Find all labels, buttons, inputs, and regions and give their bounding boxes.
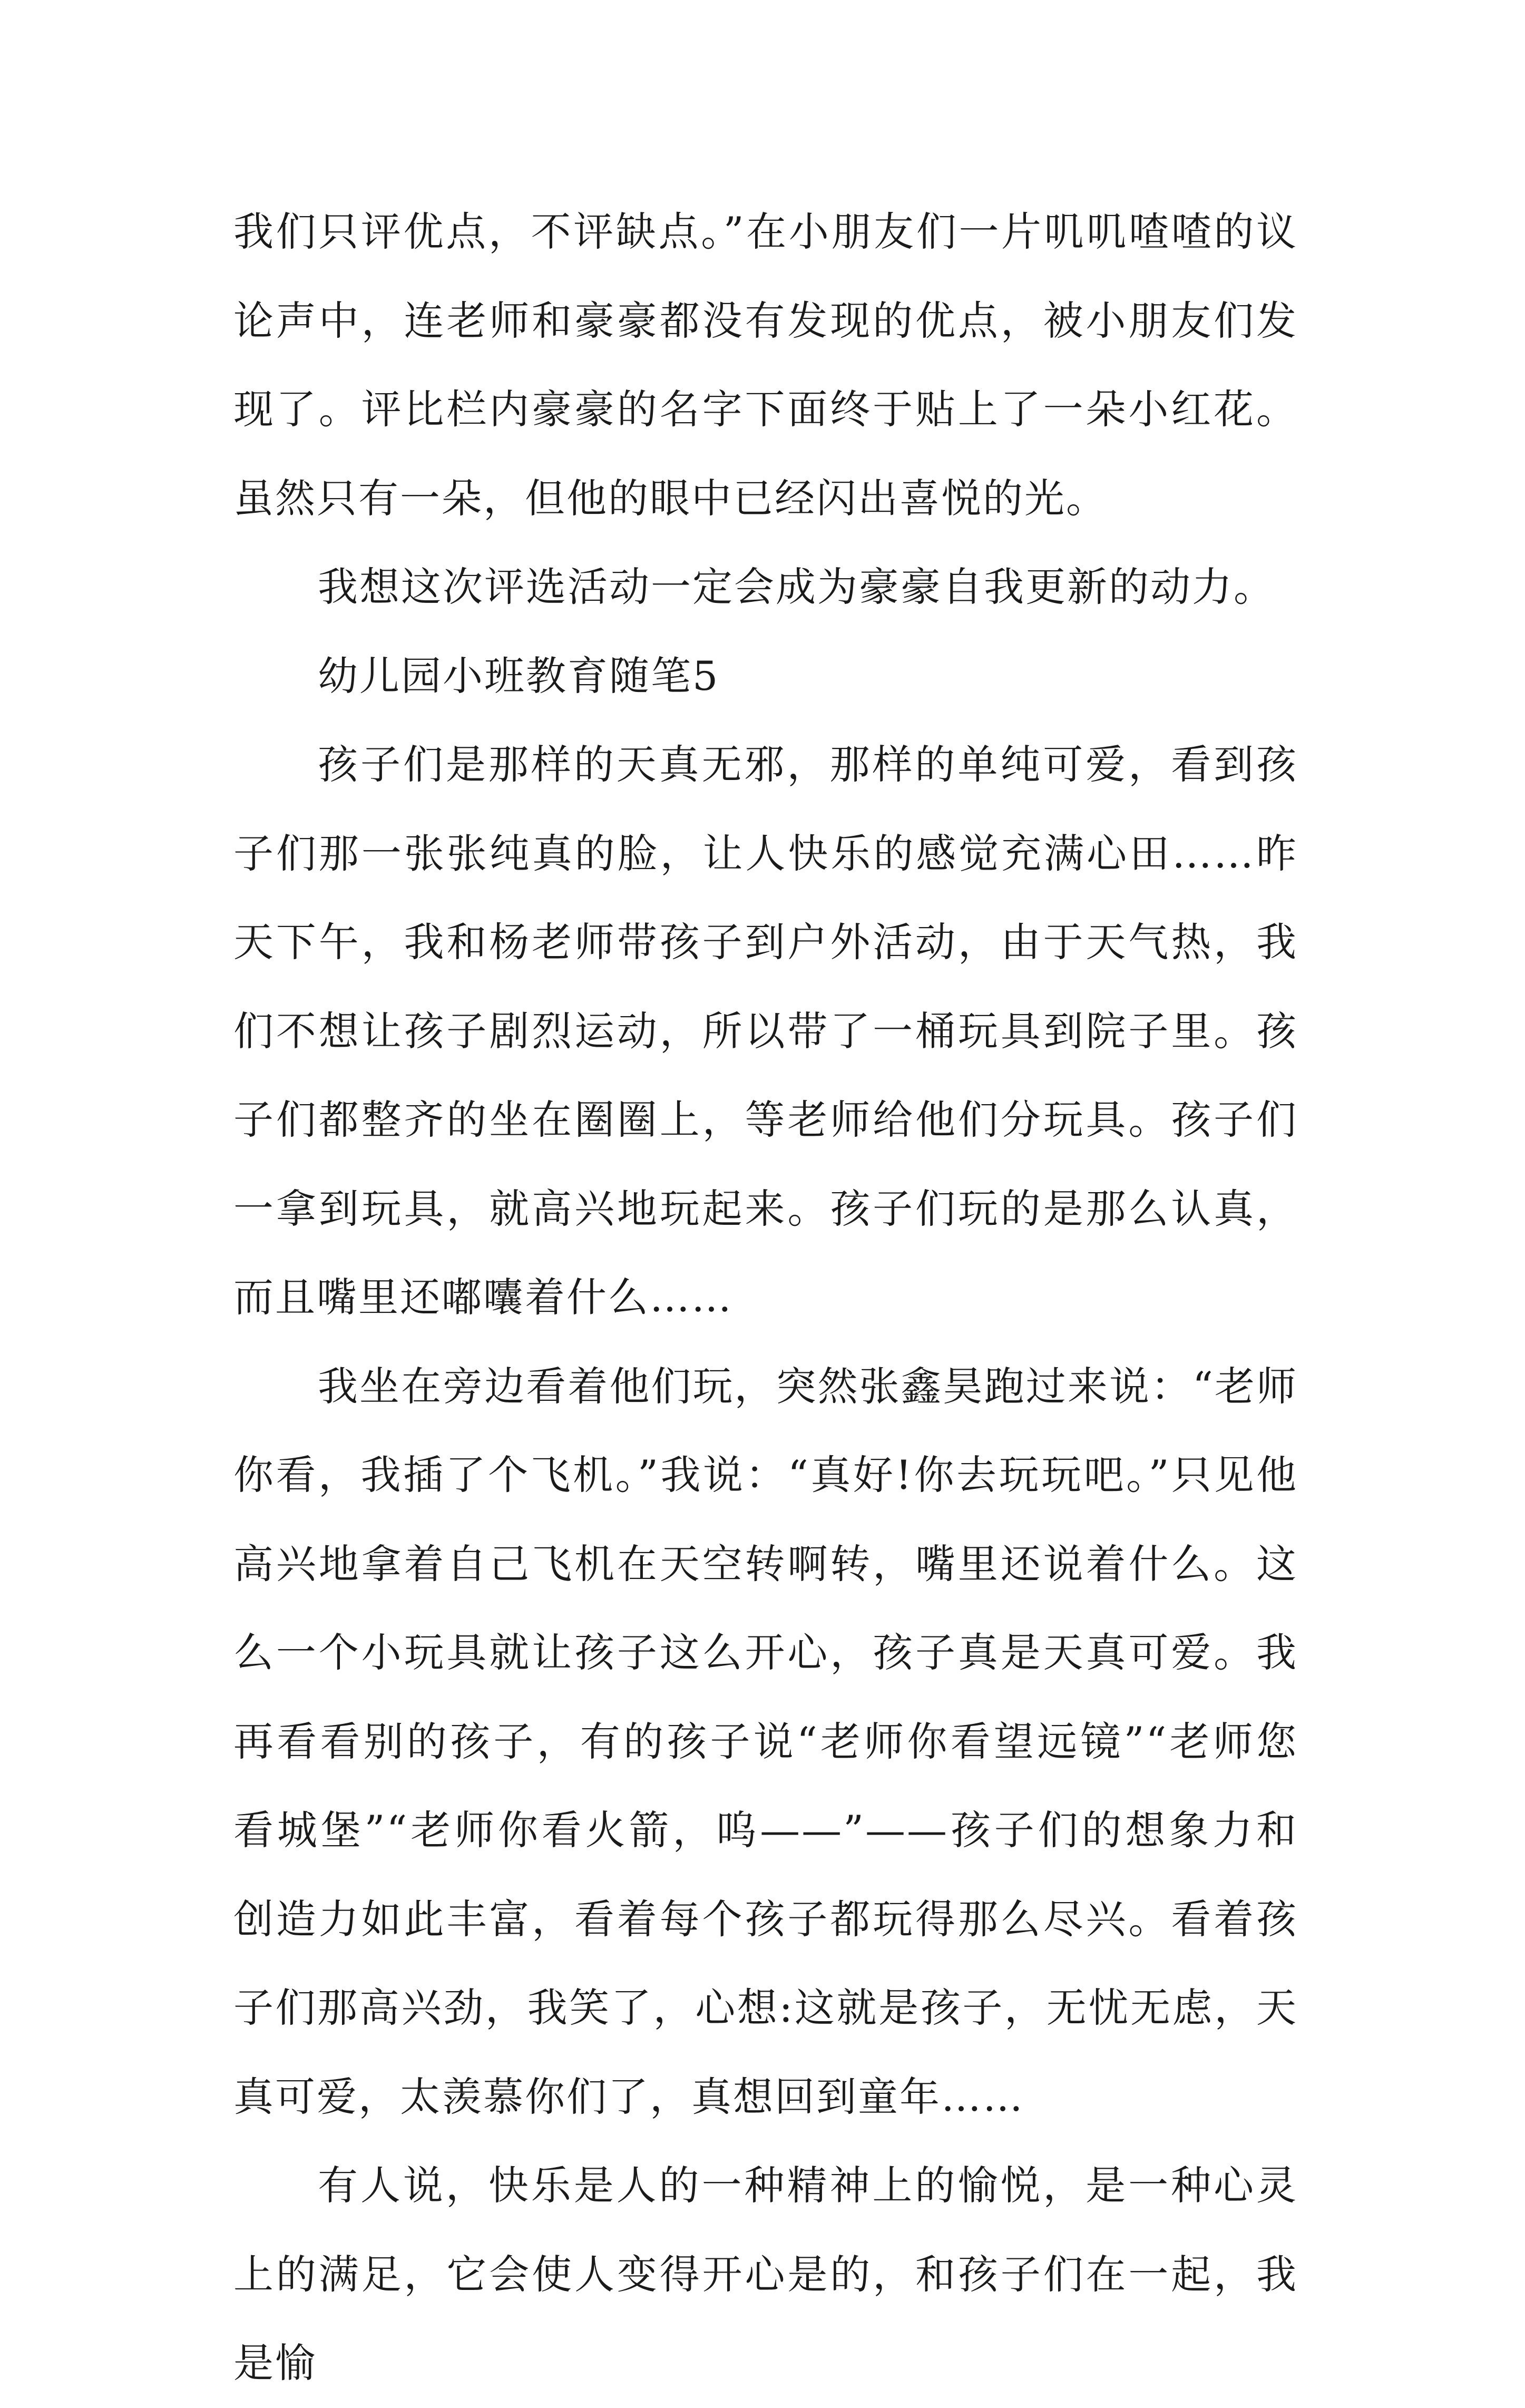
section-heading: 幼儿园小班教育随笔5 [318, 652, 720, 699]
paragraph-5: 有人说，快乐是人的一种精神上的愉悦，是一种心灵上的满足，它会使人变得开心是的，和孩子们在一起，我是愉 [233, 2162, 1298, 2386]
paragraph-2: 我想这次评选活动一定会成为豪豪自我更新的动力。 [318, 563, 1275, 610]
paragraph-1: 我们只评优点，不评缺点。”在小朋友们一片叽叽喳喳的议论声中，连老师和豪豪都没有发现的优点，被小朋友们发现了。评比栏内豪豪的名字下面终于贴上了一朵小红花。虽然只有一朵，但他的眼中已经闪出喜悦的光。 [233, 208, 1298, 522]
paragraph-3: 孩子们是那样的天真无邪，那样的单纯可爱，看到孩子们那一张张纯真的脸，让人快乐的感觉充满心田……昨天下午，我和杨老师带孩子到户外活动，由于天气热，我们不想让孩子剧烈运动，所以带了一桶玩具到院子里。孩子们都整齐的坐在圈圈上，等老师给他们分玩具。孩子们一拿到玩具，就高兴地玩起来。孩子们玩的是那么认真，而且嘴里还嘟囔着什么…… [233, 741, 1298, 1321]
paragraph-4: 我坐在旁边看着他们玩，突然张鑫昊跑过来说：“老师你看，我插了个飞机。”我说：“真好!你去玩玩吧。”只见他高兴地拿着自己飞机在天空转啊转，嘴里还说着什么。这么一个小玩具就让孩子这么开心，孩子真是天真可爱。我再看看别的孩子，有的孩子说“老师你看望远镜”“老师您看城堡”“老师你看火箭，呜——”——孩子们的想象力和创造力如此丰富，看着每个孩子都玩得那么尽兴。看着孩子们那高兴劲，我笑了，心想:这就是孩子，无忧无虑，天真可爱，太羡慕你们了，真想回到童年…… [233, 1362, 1298, 2120]
document-body [233, 188, 1298, 2408]
